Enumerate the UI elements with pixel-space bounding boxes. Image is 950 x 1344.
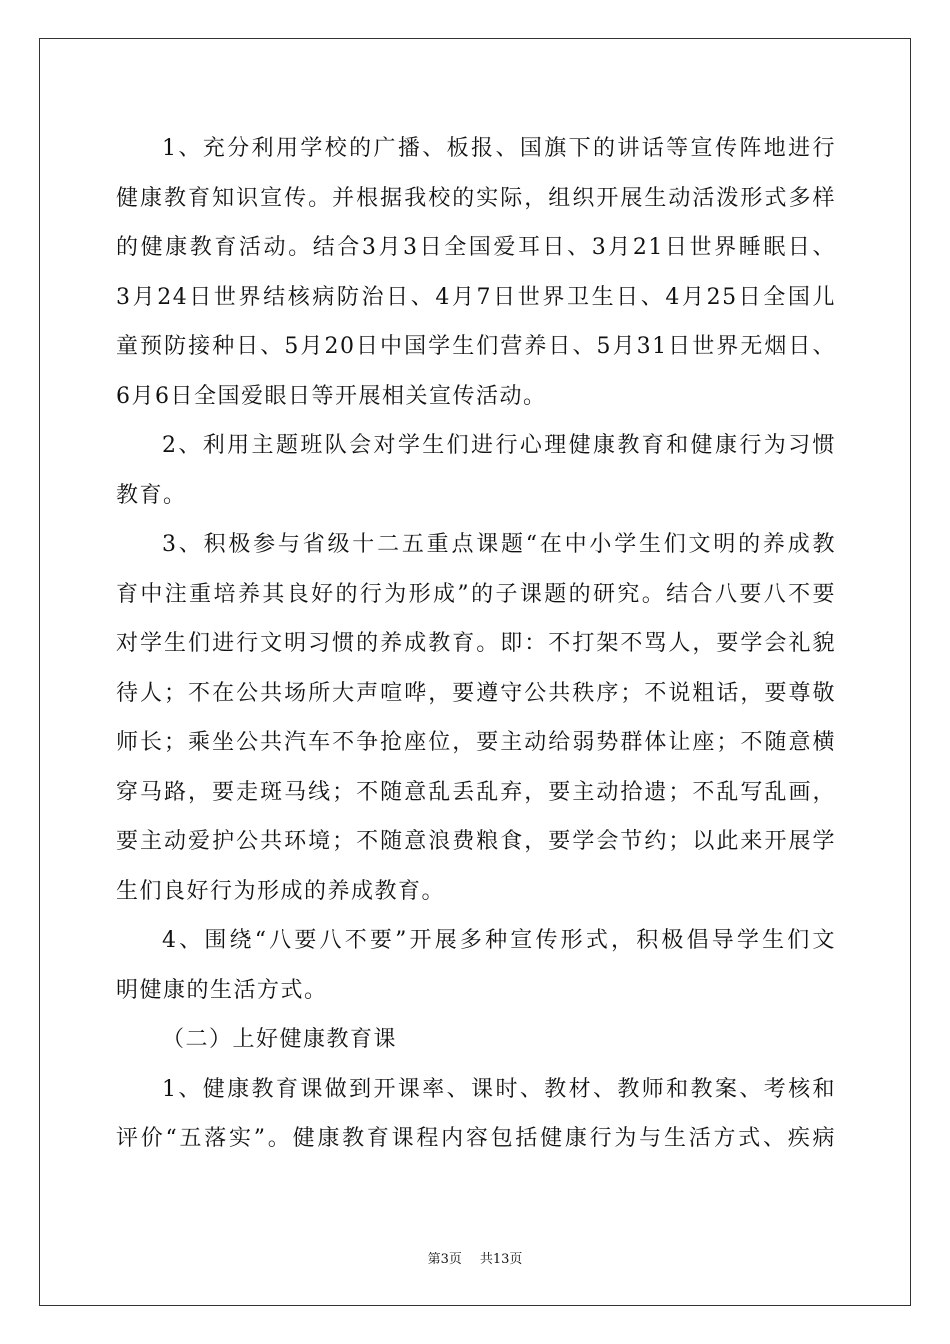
- text-line: 2、利用主题班队会对学生们进行心理健康教育和健康行为习惯: [162, 433, 836, 458]
- text-line: 1、充分利用学校的广播、板报、国旗下的讲话等宣传阵地进行: [162, 136, 836, 161]
- text-line: 要主动爱护公共环境；不随意浪费粮食，要学会节约；以此来开展学: [116, 829, 836, 854]
- text-line: 健康教育知识宣传。并根据我校的实际，组织开展生动活泼形式多样: [116, 185, 836, 211]
- text-line: 育中注重培养其良好的行为形成”的子课题的研究。结合八要八不要: [116, 581, 836, 607]
- text-line: 3月24日世界结核病防治日、4月7日世界卫生日、4月25日全国儿: [116, 284, 836, 310]
- text-line: 教育。: [116, 482, 187, 508]
- document-body: [116, 124, 836, 1164]
- text-line: 3、积极参与省级十二五重点课题“在中小学生们文明的养成教: [162, 532, 836, 557]
- text-line: 6月6日全国爱眼日等开展相关宣传活动。: [116, 383, 547, 409]
- text-line: 1、健康教育课做到开课率、课时、教材、教师和教案、考核和: [162, 1076, 836, 1102]
- page-total: 共13页: [479, 1252, 523, 1267]
- text-line: 待人；不在公共场所大声喧哗，要遵守公共秩序；不说粗话，要尊敬: [116, 680, 836, 706]
- text-line: 师长；乘坐公共汽车不争抢座位，要主动给弱势群体让座；不随意横: [116, 730, 836, 755]
- text-line: 生们良好行为形成的养成教育。: [116, 878, 446, 904]
- text-line: 穿马路，要走斑马线；不随意乱丢乱弃，要主动拾遗；不乱写乱画，: [116, 779, 836, 805]
- text-line: 童预防接种日、5月20日中国学生们营养日、5月31日世界无烟日、: [116, 334, 836, 359]
- page-footer: [0, 1248, 950, 1267]
- page-number: 第3页: [427, 1252, 462, 1267]
- text-line: 的健康教育活动。结合3月3日全国爱耳日、3月21日世界睡眠日、: [116, 235, 836, 260]
- section-heading: （二）上好健康教育课: [162, 1027, 398, 1052]
- text-line: 4、围绕“八要八不要”开展多种宣传形式，积极倡导学生们文: [162, 928, 836, 953]
- text-line: 评价“五落实”。健康教育课程内容包括健康行为与生活方式、疾病: [116, 1126, 836, 1151]
- text-line: 明健康的生活方式。: [116, 977, 328, 1003]
- text-line: 对学生们进行文明习惯的养成教育。即：不打架不骂人，要学会礼貌: [116, 631, 836, 656]
